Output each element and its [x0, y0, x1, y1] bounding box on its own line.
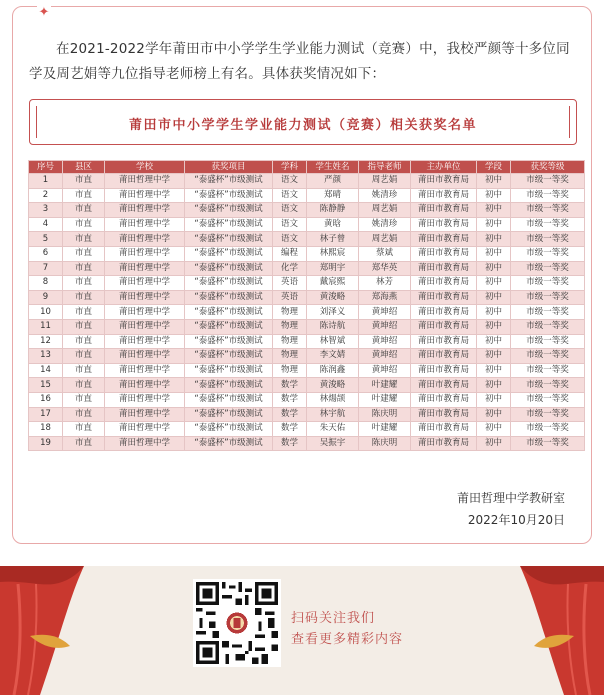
table-cell: 黄坤绍 — [359, 363, 411, 378]
table-cell: 13 — [29, 349, 63, 364]
column-header: 获奖等级 — [511, 161, 585, 174]
table-cell: 18 — [29, 422, 63, 437]
table-cell: 物理 — [273, 349, 307, 364]
table-cell: 莆田市教育局 — [411, 436, 477, 451]
table-cell: 市直 — [63, 407, 105, 422]
table-cell: 市直 — [63, 261, 105, 276]
table-cell: 林芳 — [359, 276, 411, 291]
table-cell: 郑华英 — [359, 261, 411, 276]
table-cell: 市级一等奖 — [511, 305, 585, 320]
table-cell: 莆田市教育局 — [411, 422, 477, 437]
table-cell: 6 — [29, 246, 63, 261]
table-cell: 语文 — [273, 232, 307, 247]
table-row — [29, 217, 585, 232]
table-cell: 7 — [29, 261, 63, 276]
table-row — [29, 436, 585, 451]
table-cell: 黄坤绍 — [359, 319, 411, 334]
table-cell: 市直 — [63, 276, 105, 291]
table-cell: 市级一等奖 — [511, 436, 585, 451]
column-header: 学段 — [477, 161, 511, 174]
table-cell: 莆田哲理中学 — [105, 174, 185, 189]
table-cell: 市直 — [63, 217, 105, 232]
table-cell: 数学 — [273, 392, 307, 407]
table-cell: “泰盛杯”市级测试 — [185, 407, 273, 422]
table-cell: 周艺娟 — [359, 203, 411, 218]
table-cell: 林子曾 — [307, 232, 359, 247]
table-cell: 数学 — [273, 407, 307, 422]
table-cell: “泰盛杯”市级测试 — [185, 319, 273, 334]
table-cell: 黄晗 — [307, 217, 359, 232]
table-cell: “泰盛杯”市级测试 — [185, 261, 273, 276]
table-cell: “泰盛杯”市级测试 — [185, 276, 273, 291]
table-cell: 莆田哲理中学 — [105, 363, 185, 378]
table-cell: 市级一等奖 — [511, 407, 585, 422]
table-cell: “泰盛杯”市级测试 — [185, 378, 273, 393]
table-cell: 莆田哲理中学 — [105, 276, 185, 291]
table-cell: 19 — [29, 436, 63, 451]
table-cell: “泰盛杯”市级测试 — [185, 174, 273, 189]
table-cell: 市级一等奖 — [511, 422, 585, 437]
table-cell: 市直 — [63, 319, 105, 334]
table-cell: 市级一等奖 — [511, 349, 585, 364]
table-cell: “泰盛杯”市级测试 — [185, 392, 273, 407]
table-cell: 初中 — [477, 349, 511, 364]
table-cell: 黄浚略 — [307, 290, 359, 305]
table-cell: 莆田市教育局 — [411, 392, 477, 407]
table-cell: 莆田市教育局 — [411, 246, 477, 261]
qr-code-icon — [196, 582, 278, 664]
table-cell: 黄坤绍 — [359, 349, 411, 364]
table-row — [29, 392, 585, 407]
table-cell: 市级一等奖 — [511, 174, 585, 189]
table-cell: 初中 — [477, 246, 511, 261]
table-cell: 初中 — [477, 188, 511, 203]
table-cell: 戴宸熙 — [307, 276, 359, 291]
table-cell: 莆田市教育局 — [411, 290, 477, 305]
table-cell: 莆田市教育局 — [411, 188, 477, 203]
table-cell: 莆田市教育局 — [411, 363, 477, 378]
table-cell: “泰盛杯”市级测试 — [185, 349, 273, 364]
table-cell: 叶建耀 — [359, 378, 411, 393]
table-cell: 12 — [29, 334, 63, 349]
table-cell: 物理 — [273, 334, 307, 349]
table-cell: 市级一等奖 — [511, 203, 585, 218]
table-cell: 市级一等奖 — [511, 232, 585, 247]
table-cell: 英语 — [273, 290, 307, 305]
table-cell: 市直 — [63, 422, 105, 437]
table-row — [29, 276, 585, 291]
table-cell: 初中 — [477, 334, 511, 349]
table-cell: 叶建耀 — [359, 392, 411, 407]
follow-text: 扫码关注我们 — [291, 611, 376, 626]
table-cell: 市直 — [63, 436, 105, 451]
table-cell: 姚清珍 — [359, 217, 411, 232]
table-header-row — [29, 161, 585, 174]
table-cell: 初中 — [477, 378, 511, 393]
table-cell: 严颜 — [307, 174, 359, 189]
table-row — [29, 305, 585, 320]
table-cell: 市直 — [63, 232, 105, 247]
table-cell: 蔡斌 — [359, 246, 411, 261]
table-cell: 林煬颉 — [307, 392, 359, 407]
table-cell: 莆田哲理中学 — [105, 217, 185, 232]
table-cell: 初中 — [477, 290, 511, 305]
table-cell: 市直 — [63, 378, 105, 393]
table-cell: 市直 — [63, 174, 105, 189]
table-cell: 语文 — [273, 203, 307, 218]
table-cell: 数学 — [273, 422, 307, 437]
table-cell: 莆田哲理中学 — [105, 290, 185, 305]
table-cell: “泰盛杯”市级测试 — [185, 232, 273, 247]
table-cell: 陈庆明 — [359, 407, 411, 422]
table-cell: “泰盛杯”市级测试 — [185, 203, 273, 218]
table-cell: 市直 — [63, 203, 105, 218]
table-cell: 8 — [29, 276, 63, 291]
table-cell: 郑明宇 — [307, 261, 359, 276]
table-cell: “泰盛杯”市级测试 — [185, 217, 273, 232]
table-cell: 市级一等奖 — [511, 276, 585, 291]
table-cell: “泰盛杯”市级测试 — [185, 246, 273, 261]
table-row — [29, 174, 585, 189]
table-cell: 初中 — [477, 407, 511, 422]
table-cell: “泰盛杯”市级测试 — [185, 188, 273, 203]
table-cell: 莆田哲理中学 — [105, 392, 185, 407]
table-cell: 市直 — [63, 290, 105, 305]
table-row — [29, 363, 585, 378]
table-cell: 市直 — [63, 334, 105, 349]
table-cell: 初中 — [477, 174, 511, 189]
column-header: 学科 — [273, 161, 307, 174]
curtain-left-icon — [0, 566, 84, 695]
table-cell: 市直 — [63, 363, 105, 378]
table-cell: “泰盛杯”市级测试 — [185, 436, 273, 451]
table-cell: 9 — [29, 290, 63, 305]
table-cell: 郑晴 — [307, 188, 359, 203]
table-cell: 10 — [29, 305, 63, 320]
table-cell: “泰盛杯”市级测试 — [185, 422, 273, 437]
table-cell: 市级一等奖 — [511, 188, 585, 203]
award-table — [28, 160, 585, 451]
table-cell: 初中 — [477, 217, 511, 232]
table-cell: 市直 — [63, 392, 105, 407]
table-cell: 莆田哲理中学 — [105, 378, 185, 393]
table-cell: 李文婧 — [307, 349, 359, 364]
table-cell: 莆田市教育局 — [411, 217, 477, 232]
table-cell: 黄坤绍 — [359, 334, 411, 349]
table-cell: 英语 — [273, 276, 307, 291]
table-cell: 黄坤绍 — [359, 305, 411, 320]
table-row — [29, 203, 585, 218]
table-row — [29, 319, 585, 334]
table-cell: 4 — [29, 217, 63, 232]
table-cell: 市级一等奖 — [511, 334, 585, 349]
star-icon: ✦ — [38, 5, 50, 20]
table-cell: 陈润鑫 — [307, 363, 359, 378]
table-cell: 莆田哲理中学 — [105, 246, 185, 261]
table-cell: 莆田哲理中学 — [105, 305, 185, 320]
table-cell: 市级一等奖 — [511, 217, 585, 232]
table-cell: “泰盛杯”市级测试 — [185, 305, 273, 320]
table-cell: 莆田市教育局 — [411, 349, 477, 364]
table-cell: 初中 — [477, 392, 511, 407]
table-row — [29, 232, 585, 247]
table-cell: 周艺娟 — [359, 232, 411, 247]
table-cell: 初中 — [477, 261, 511, 276]
table-cell: 3 — [29, 203, 63, 218]
table-cell: 周艺娟 — [359, 174, 411, 189]
table-cell: 16 — [29, 392, 63, 407]
column-header: 序号 — [29, 161, 63, 174]
table-cell: 莆田哲理中学 — [105, 349, 185, 364]
table-cell: 叶建耀 — [359, 422, 411, 437]
table-cell: 莆田哲理中学 — [105, 261, 185, 276]
table-cell: 莆田哲理中学 — [105, 436, 185, 451]
table-cell: 市直 — [63, 246, 105, 261]
table-cell: 莆田哲理中学 — [105, 334, 185, 349]
table-cell: 语文 — [273, 217, 307, 232]
table-cell: 14 — [29, 363, 63, 378]
table-cell: 林智斌 — [307, 334, 359, 349]
table-cell: 初中 — [477, 232, 511, 247]
table-cell: 林熙宸 — [307, 246, 359, 261]
table-cell: 朱天佑 — [307, 422, 359, 437]
column-header: 指导老师 — [359, 161, 411, 174]
table-cell: 市直 — [63, 349, 105, 364]
curtain-right-icon — [520, 566, 604, 695]
table-cell: 市级一等奖 — [511, 246, 585, 261]
table-cell: 莆田哲理中学 — [105, 407, 185, 422]
table-cell: 刘泽义 — [307, 305, 359, 320]
signature-date: 2022年10月20日 — [467, 513, 565, 527]
table-row — [29, 246, 585, 261]
table-cell: 莆田市教育局 — [411, 407, 477, 422]
table-cell: 陈诗航 — [307, 319, 359, 334]
table-cell: 林宇航 — [307, 407, 359, 422]
table-cell: 郑海燕 — [359, 290, 411, 305]
table-cell: 2 — [29, 188, 63, 203]
table-row — [29, 334, 585, 349]
table-cell: 初中 — [477, 305, 511, 320]
table-cell: 莆田市教育局 — [411, 232, 477, 247]
table-row — [29, 349, 585, 364]
table-cell: 市级一等奖 — [511, 319, 585, 334]
table-cell: 11 — [29, 319, 63, 334]
table-cell: 初中 — [477, 203, 511, 218]
table-cell: 莆田市教育局 — [411, 261, 477, 276]
table-cell: 物理 — [273, 363, 307, 378]
table-cell: 数学 — [273, 378, 307, 393]
list-title: 莆田市中小学学生学业能力测试（竞赛）相关获奖名单 — [128, 118, 477, 133]
table-cell: 5 — [29, 232, 63, 247]
table-cell: 莆田市教育局 — [411, 276, 477, 291]
table-cell: 初中 — [477, 363, 511, 378]
table-cell: 莆田市教育局 — [411, 305, 477, 320]
table-cell: 莆田哲理中学 — [105, 203, 185, 218]
table-cell: 初中 — [477, 422, 511, 437]
column-header: 主办单位 — [411, 161, 477, 174]
table-cell: 语文 — [273, 174, 307, 189]
table-cell: 初中 — [477, 276, 511, 291]
table-cell: 莆田市教育局 — [411, 174, 477, 189]
table-cell: 初中 — [477, 436, 511, 451]
table-cell: 黄浚略 — [307, 378, 359, 393]
table-cell: 姚清珍 — [359, 188, 411, 203]
table-row — [29, 378, 585, 393]
table-cell: 莆田市教育局 — [411, 378, 477, 393]
signature-org: 莆田哲理中学教研室 — [456, 491, 565, 505]
table-row — [29, 407, 585, 422]
footer-banner — [0, 566, 604, 695]
table-cell: 15 — [29, 378, 63, 393]
table-cell: 莆田市教育局 — [411, 203, 477, 218]
table-cell: 物理 — [273, 319, 307, 334]
table-body — [29, 174, 585, 451]
table-cell: 市级一等奖 — [511, 290, 585, 305]
more-content-text: 查看更多精彩内容 — [291, 632, 404, 647]
table-cell: 莆田市教育局 — [411, 319, 477, 334]
table-row — [29, 290, 585, 305]
table-cell: 陈静静 — [307, 203, 359, 218]
column-header: 获奖项目 — [185, 161, 273, 174]
table-cell: 莆田哲理中学 — [105, 232, 185, 247]
table-cell: 初中 — [477, 319, 511, 334]
table-cell: 陈庆明 — [359, 436, 411, 451]
column-header: 学生姓名 — [307, 161, 359, 174]
table-cell: 吴振宇 — [307, 436, 359, 451]
table-cell: 莆田哲理中学 — [105, 319, 185, 334]
table-cell: 莆田市教育局 — [411, 334, 477, 349]
table-cell: 市级一等奖 — [511, 261, 585, 276]
table-cell: 市直 — [63, 305, 105, 320]
table-cell: 市级一等奖 — [511, 392, 585, 407]
table-cell: 市直 — [63, 188, 105, 203]
title-frame — [29, 99, 577, 145]
table-cell: 莆田哲理中学 — [105, 188, 185, 203]
table-cell: 化学 — [273, 261, 307, 276]
table-cell: “泰盛杯”市级测试 — [185, 363, 273, 378]
table-cell: 莆田哲理中学 — [105, 422, 185, 437]
table-cell: 市级一等奖 — [511, 378, 585, 393]
table-cell: 17 — [29, 407, 63, 422]
table-cell: 物理 — [273, 305, 307, 320]
column-header: 县区 — [63, 161, 105, 174]
table-cell: 语文 — [273, 188, 307, 203]
table-cell: “泰盛杯”市级测试 — [185, 334, 273, 349]
table-row — [29, 188, 585, 203]
table-cell: 数学 — [273, 436, 307, 451]
table-cell: “泰盛杯”市级测试 — [185, 290, 273, 305]
table-cell: 市级一等奖 — [511, 363, 585, 378]
intro-paragraph: 在2021-2022学年莆田市中小学学生学业能力测试（竞赛）中，我校严颜等十多位同学及周艺娟等九位指导老师榜上有名。具体获奖情况如下： — [29, 41, 570, 82]
table-cell: 编程 — [273, 246, 307, 261]
qr-code[interactable] — [193, 579, 281, 667]
column-header: 学校 — [105, 161, 185, 174]
table-row — [29, 422, 585, 437]
table-row — [29, 261, 585, 276]
table-cell: 1 — [29, 174, 63, 189]
